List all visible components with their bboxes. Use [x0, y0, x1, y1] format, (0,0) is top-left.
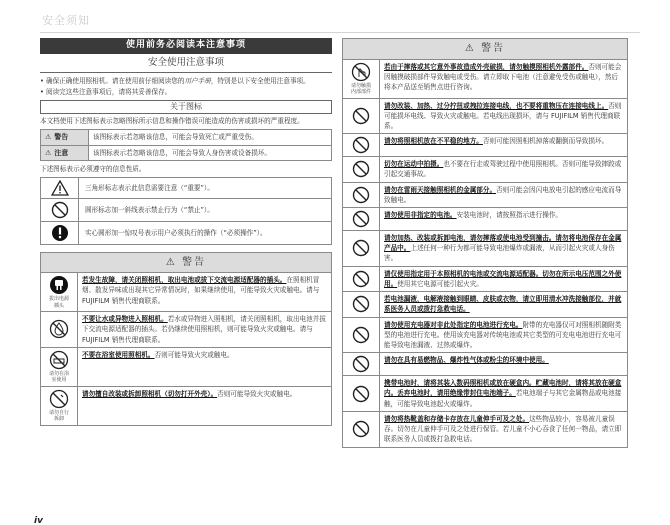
warning-row: 请勿使用充电器对非此处指定的电池进行充电。附带的充电器仅可对照相机随附类型的电池进行充电。使用该充电器对传统电池或其它类型的可充电电池进行充电可能导致电池漏液、过热或爆炸。: [343, 318, 627, 354]
icons-intro: 本文档使用下述图标表示忽略图标所示信息和操作错误可能造成的伤害或损坏的严重程度。: [40, 117, 304, 126]
warning-row: 请勿自行 拆卸 请勿擅自改装或拆卸照相机（切勿打开外壳）。否则可能导致火灾或触电。: [41, 387, 331, 425]
warning-heading: ⚠ 警告: [41, 253, 331, 274]
prohibition-icon: [352, 136, 370, 154]
no-touch-icon: [351, 62, 371, 82]
warning-row: 请勿在浴 室使用 不要在浴室使用照相机。否则可能导致火灾或触电。: [41, 348, 331, 387]
mandatory-icon: [51, 224, 69, 242]
prohibition-icon: [51, 201, 69, 219]
left-column: [40, 38, 332, 426]
warning-row: 请勿将热靴盖和存储卡存放在儿童伸手可及之处。这些物品较小，容易被儿童误吞。切勿在儿童伸手可及之处进行保管。若儿童不小心吞食了任何一物品，请立即联系医务人员或拨打急救电话。: [343, 412, 627, 447]
sub-title: 安全使用注意事项: [40, 54, 332, 73]
table-row: ⚠ 警告 该图标表示若忽略该信息，可能会导致死亡或严重受伤。: [41, 129, 332, 145]
bullet-2: • 阅读完这些注意事项后，请将其妥善保存。: [40, 87, 172, 96]
prohibition-icon: [352, 270, 370, 288]
no-disassemble-icon: [49, 389, 69, 409]
warning-row: 请勿将照相机放在不平稳的地方。否则可能因照相机掉落或翻倒而导致损坏。: [343, 134, 627, 157]
warning-row: 拔出电源 插头 若发生故障，请关闭照相机，取出电池或拔下交流电源适配器的插头。在照相机冒烟、散发异味或出现其它异常情况时，如果继续使用，可能导致火灾或触电。请与 FUJIFILM 销售代理商联系。: [41, 273, 331, 312]
left-warning-box: [40, 252, 332, 426]
warning-row: 请勿在具有易燃物品、爆炸性气体或粉尘的环境中使用。: [343, 353, 627, 376]
no-water-icon: [49, 319, 69, 339]
page-header-title: 安全须知: [42, 14, 90, 27]
prohibition-icon: [352, 295, 370, 313]
header-divider: [40, 32, 640, 33]
prohibition-icon: [352, 186, 370, 204]
unplug-icon: [49, 275, 69, 295]
warning-row: 请勿加热、改装或拆卸电池，请勿摔落或使电池受到撞击。请勿将电池保存在金属产品中。上述任何一种行为都可能导致电池爆炸或漏液，从而引起火灾或人身伤害。: [343, 231, 627, 267]
warning-row: 请勿使用非指定的电池。安装电池时，请按照指示进行操作。: [343, 208, 627, 231]
warning-triangle-icon: ⚠: [165, 256, 177, 268]
warning-row: 请仅使用指定用于本照相机的电池或交流电源适配器。切勿在所示电压范围之外使用。使用其它电源可能引起火灾。: [343, 267, 627, 292]
prohibition-icon: [352, 107, 370, 125]
prohibition-icon: [352, 239, 370, 257]
symbols-intro: 下述图标表示必须遵守的信息性质。: [40, 165, 146, 174]
warning-row: 不要让水或异物进入照相机。若水或异物进入照相机，请关闭照相机，取出电池并拔下交流电源适配器的插头。若仍继续使用照相机，则可能导致火灾或触电。请与 FUJIFILM 销售代理商联系。: [41, 312, 331, 348]
symbol-table: [40, 177, 332, 245]
prohibition-icon: [352, 326, 370, 344]
prohibition-icon: [352, 160, 370, 178]
warning-triangle-icon: ⚠: [45, 132, 52, 141]
triangle-icon: [51, 180, 69, 196]
right-warning-box: [342, 38, 628, 448]
table-row: 圆形标志加一斜线表示禁止行为（“禁止”）。: [41, 198, 332, 221]
no-bath-icon: [49, 350, 69, 370]
page-number: iv: [34, 516, 43, 525]
table-row: ⚠ 注意 该图标表示若忽略该信息，可能会导致人身伤害或设备损坏。: [41, 145, 332, 161]
prohibition-icon: [352, 355, 370, 373]
right-column: [342, 38, 628, 448]
warning-row: 请勿在雷雨天接触照相机的金属部分。否则可能会因闪电放电引起的感应电流而导致触电。: [343, 183, 627, 208]
warning-row: 请勿改装、加热、过分拧扭或拽拉连接电线，也不要将重物压在连接电线上。否则可能损坏电线、导致火灾或触电。若电线出现损坏，请与 FUJIFILM 销售代理商联系。: [343, 99, 627, 135]
severity-table: [40, 129, 332, 162]
prohibition-icon: [352, 385, 370, 403]
warning-row: 若电池漏液，电解液接触到眼睛、皮肤或衣物，请立即用清水冲洗接触部位，并就系医务人员或拨打急救电话。: [343, 292, 627, 317]
table-row: 三角形标志表示此信息需要注意（“重要”）。: [41, 177, 332, 198]
warning-row: 携带电池时，请将其装入数码照相机或放在硬盒内。贮藏电池时，请将其放在硬盒内。丢弃电池时，请用绝缘带封住电池端子。若电池端子与其它金属物品或电池接触，可能导致电池起火或爆炸。: [343, 376, 627, 412]
bullet-1: • 确保正确使用照相机。请在使用前仔细阅读您的用户手册，特别是以下安全使用注意事项。: [40, 76, 310, 85]
warning-heading: ⚠ 警告: [343, 39, 627, 60]
icons-section-title: 关于图标: [40, 100, 332, 114]
prohibition-icon: [352, 420, 370, 438]
warning-row: 请勿触摸 内部部件 若由于摔落或其它意外事故造成外壳破损，请勿触摸照相机外露部件。否则可能会因触摸破损部件导致触电或受伤。请立即取下电池（注意避免受伤或触电），然后将本产品送至销售点进行咨询。: [343, 60, 627, 99]
warning-rows: [343, 60, 627, 447]
warning-triangle-icon: ⚠: [464, 43, 476, 54]
prohibition-icon: [352, 210, 370, 228]
caution-triangle-icon: ⚠: [45, 148, 52, 157]
table-row: 实心圆形加一惊叹号表示用户必须执行的操作（“必须操作”）。: [41, 221, 332, 244]
main-title: 使用前务必阅读本注意事项: [40, 38, 332, 54]
warning-row: 切勿在运动中拍摄。也不要在行走或驾驶过程中使用照相机。否则可能导致摔跤或引起交通事故。: [343, 157, 627, 182]
